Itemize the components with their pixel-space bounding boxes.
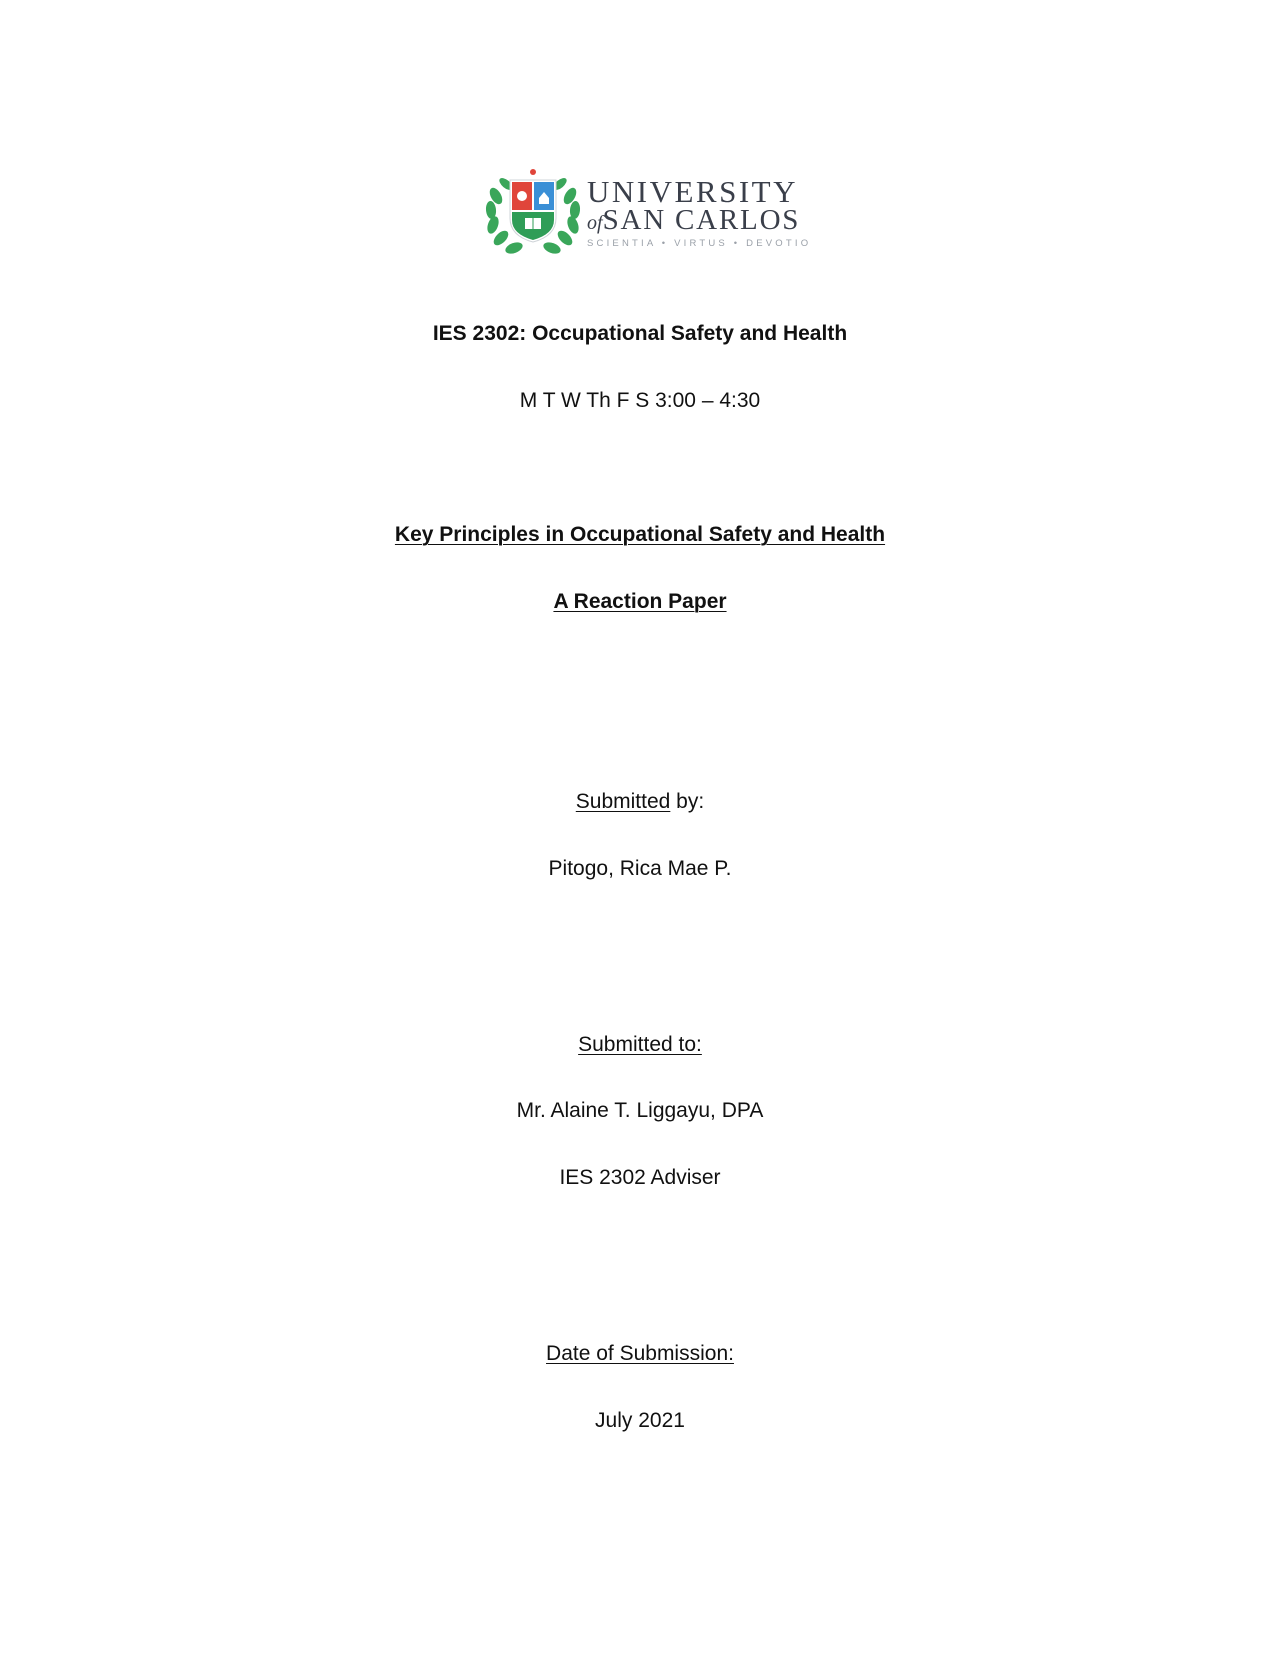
logo-wordmark-line1: UNIVERSITY (587, 174, 798, 209)
university-logo (484, 166, 814, 258)
adviser-role: IES 2302 Adviser (559, 1166, 721, 1189)
university-seal-icon (484, 166, 582, 258)
logo-motto: SCIENTIA • VIRTUS • DEVOTIO (587, 238, 812, 249)
adviser-name: Mr. Alaine T. Liggayu, DPA (516, 1099, 764, 1122)
paper-subtitle (0, 588, 1280, 616)
date-label-text: Date of Submission: (546, 1342, 734, 1365)
submitted-by-label-rest: by: (670, 790, 705, 813)
logo-wordmark-of: of (587, 212, 603, 234)
course-schedule: M T W Th F S 3:00 – 4:30 (519, 389, 761, 412)
paper-subtitle-text: A Reaction Paper (553, 590, 727, 613)
course-title: IES 2302: Occupational Safety and Health (432, 322, 848, 345)
date-value: July 2021 (595, 1409, 685, 1432)
logo-wordmark-name: SAN CARLOS (602, 204, 801, 236)
date-label (0, 1340, 1280, 1368)
logo-wordmark-line2 (587, 204, 800, 239)
paper-title-text: Key Principles in Occupational Safety and Health (394, 523, 886, 546)
submitted-by-label-underlined: Submitted (575, 790, 671, 813)
submitted-by-label (0, 788, 1280, 816)
paper-title (0, 521, 1280, 549)
submitted-to-label (0, 1031, 1280, 1059)
submitted-to-label-text: Submitted to: (578, 1033, 702, 1056)
student-name: Pitogo, Rica Mae P. (548, 857, 732, 880)
